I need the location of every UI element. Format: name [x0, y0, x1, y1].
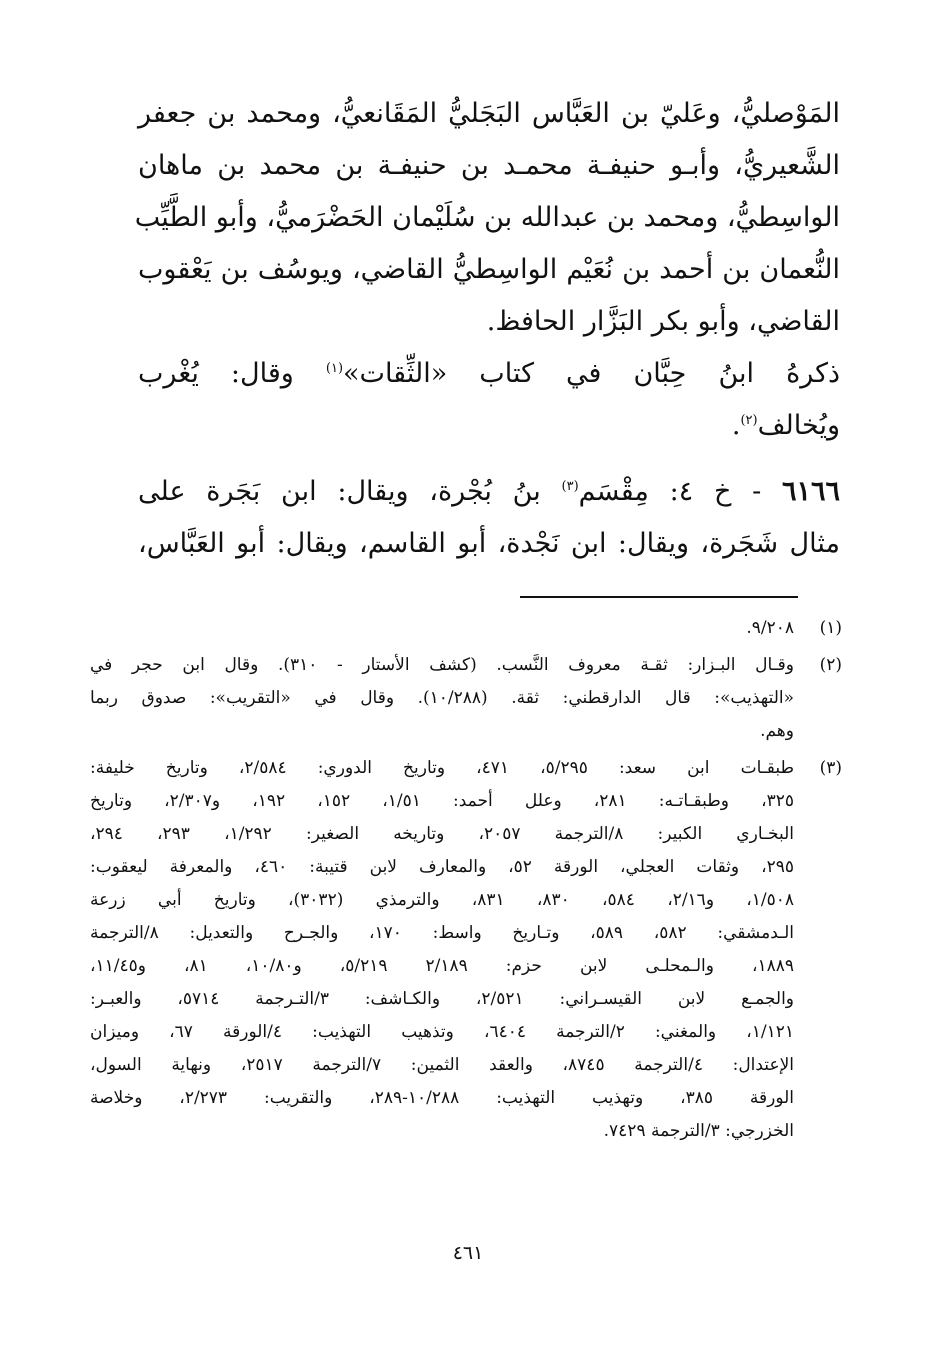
entry-text-b: بنُ بُجْرة، ويقال: ابن بَجَرة على — [138, 476, 562, 507]
footnote-number: (٣) — [819, 758, 842, 778]
footnote-body — [90, 612, 794, 645]
footnote-line: ١٨٨٩، والـمحلـى لابن حزم: ٢/١٨٩ ٥/٢١٩، و١٠/٨٠، ٨١، و١١/٤٥، — [90, 956, 795, 976]
paragraph-spacer — [138, 452, 840, 466]
ibn-hibban-text-c: ويُخالف — [757, 410, 840, 441]
footnote-line: طبقـات ابن سعد: ٥/٢٩٥، ٤٧١، وتاريخ الدوري: ٢/٥٨٤، وتاريخ خليفة: — [90, 758, 795, 778]
entry-text-a: - خ ٤: مِقْسَم — [578, 476, 782, 507]
footnote-line: الـدمشقي: ٥٨٢، ٥٨٩، وتـاريخ واسط: ١٧٠، والجـرح والتعديل: ٨/الترجمة — [90, 923, 795, 943]
footnote-line: وهم. — [760, 721, 794, 741]
main-line-1: المَوْصليُّ، وعَليّ بن العَبَّاس البَجَليُّ المَقَانعيُّ، ومحمد بن جعفر — [138, 98, 840, 129]
footnote-line: وقـال البـزار: ثقـة معروف النَّسب. (كشف الأستار - ٣١٠). وقال ابن حجر في — [90, 655, 794, 675]
entry-line-1 — [138, 466, 840, 518]
main-line-2: الشَّعيريُّ، وأبـو حنيفـة محمـد بن حنيفـة بن محمد بن ماهان — [138, 150, 840, 181]
main-text — [134, 88, 841, 570]
footnote-line: «التهذيب»: قال الدارقطني: ثقة. (١٠/٢٨٨). وقال في «التقريب»: صدوق ربما — [90, 688, 795, 708]
footnote-line: ١/٥٠٨، و٢/١٦، ٥٨٤، ٨٣٠، ٨٣١، والترمذي (٣٠٣٢)، وتاريخ أبي زرعة — [90, 890, 795, 910]
footnotes — [90, 612, 842, 1152]
ibn-hibban-text-a: ذكرهُ ابنُ حِبَّان في كتاب «الثِّقات» — [343, 358, 840, 389]
footnote-number: (١) — [819, 618, 842, 638]
ibn-hibban-line-1 — [138, 348, 840, 400]
page-number: ٤٦١ — [452, 1242, 484, 1264]
footnote-line: والجمـع لابن القيسـراني: ٢/٥٢١، والكـاشف: ٣/التـرجمة ٥٧١٤، والعبـر: — [90, 989, 795, 1009]
footnote-line: ١/١٢١، والمغني: ٢/الترجمة ٦٤٠٤، وتذهيب التهذيب: ٤/الورقة ٦٧، وميزان — [90, 1022, 794, 1042]
footnote-line: الإعتدال: ٤/الترجمة ٨٧٤٥، والعقد الثمين: ٧/الترجمة ٢٥١٧، ونهاية السول، — [90, 1055, 795, 1075]
footnote-number: (٢) — [819, 655, 842, 675]
ibn-hibban-text-b: وقال: يُغْرب — [138, 358, 326, 389]
footnote-ref-3: (٣) — [561, 479, 579, 494]
footnote-line: البخـاري الكبير: ٨/الترجمة ٢٠٥٧، وتاريخه الصغير: ١/٢٩٢، ٢٩٣، ٢٩٤، — [90, 824, 794, 844]
footnote-3 — [90, 752, 842, 1148]
footnote-line: ٢٩٥، وثقات العجلي، الورقة ٥٢، والمعارف لابن قتيبة: ٤٦٠، والمعرفة ليعقوب: — [90, 857, 795, 877]
ibn-hibban-text-d: . — [731, 410, 741, 441]
entry-line-2: مثال شَجَرة، ويقال: ابن نَجْدة، أبو القاسم، ويقال: أبو العَبَّاس، — [138, 528, 840, 559]
footnote-line: الخزرجي: ٣/الترجمة ٧٤٢٩. — [603, 1121, 794, 1141]
main-line-3: الواسِطيُّ، ومحمد بن عبدالله بن سُلَيْمان الحَضْرَميُّ، وأبو الطَّيِّب — [134, 202, 840, 233]
main-line-5: القاضي، وأبو بكر البَزَّار الحافظ. — [486, 306, 840, 337]
entry-number: ٦١٦٦ — [782, 476, 841, 507]
footnote-1 — [90, 612, 842, 645]
footnote-separator — [520, 596, 798, 598]
footnote-line: ٩/٢٠٨. — [746, 618, 794, 638]
footnote-line: الورقة ٣٨٥، وتهذيب التهذيب: ١٠/٢٨٨-٢٨٩، والتقريب: ٢/٢٧٣، وخلاصة — [90, 1088, 795, 1108]
footnote-2 — [90, 649, 842, 748]
footnote-ref-1: (١) — [325, 361, 344, 376]
footnote-line: ٣٢٥، وطبقـاتـه: ٢٨١، وعلل أحمد: ١/٥١، ١٥٢، ١٩٢، و٢/٣٠٧، وتاريخ — [90, 791, 794, 811]
ibn-hibban-line-2 — [138, 400, 840, 452]
main-line-4: النُّعمان بن أحمد بن نُعَيْم الواسِطيُّ القاضي، ويوسُف بن يَعْقوب — [138, 254, 840, 285]
footnote-ref-2: (٢) — [740, 413, 758, 428]
footnote-body — [90, 752, 794, 1148]
footnote-body — [90, 649, 794, 748]
